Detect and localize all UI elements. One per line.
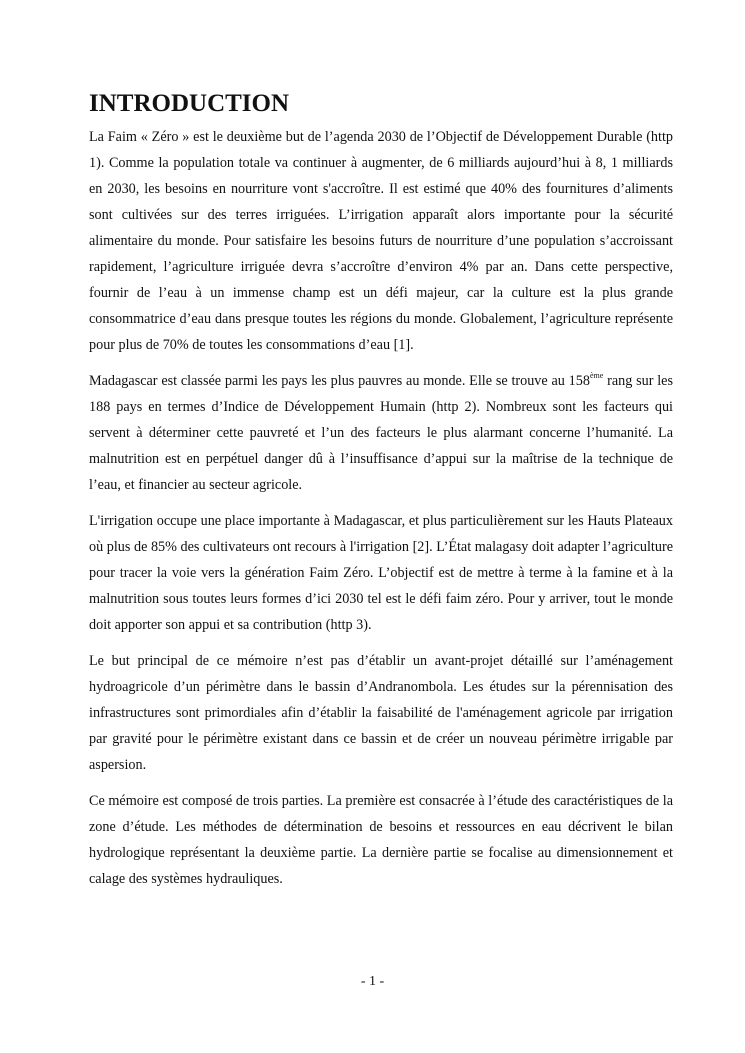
paragraph-madagascar [89,368,673,498]
paragraph-memoire-structure: Ce mémoire est composé de trois parties. La première est consacrée à l’étude des caractéristiques de la zone d’étude. Les méthodes de détermination de besoins et ressources en eau décrivent le bilan hydrologique représentant la deuxième partie. La dernière partie se focalise au dimensionnement et calage des systèmes hydrauliques. [89,793,673,887]
paragraph-memoire-goal: Le but principal de ce mémoire n’est pas d’établir un avant-projet détaillé sur l’aménagement hydroagricole d’un périmètre dans le bassin d’Andranombola. Les études sur la pérennisation des infrastructures sont primordiales afin d’établir la faisabilité de l'aménagement agricole par irrigation par gravité pour le périmètre existant dans ce bassin et de créer un nouveau périmètre irrigable par aspersion. [89,653,673,773]
paragraph-madagascar-start: Madagascar est classée parmi les pays les plus pauvres au monde. Elle se trouve au 158 [89,373,590,389]
document-body [89,88,673,902]
page-number: - 1 - [360,974,385,989]
paragraph-faim-zero: La Faim « Zéro » est le deuxième but de l’agenda 2030 de l’Objectif de Développement Durable (http 1). Comme la population totale va continuer à augmenter, de 6 milliards aujourd’hui à 8, 1 milliards en 2030, les besoins en nourriture vont s'accroître. Il est estimé que 40% des fournitures d’aliments sont cultivées sur des terres irriguées. L’irrigation apparaît alors importante pour la sécurité alimentaire du monde. Pour satisfaire les besoins futurs de nourriture d’une population s’accroissant rapidement, l’agriculture irriguée devra s’accroître d’environ 4% par an. Dans cette perspective, fournir de l’eau à un immense champ est un défi majeur, car la culture est la plus grande consommatrice d’eau dans presque toutes les régions du monde. Globalement, l’agriculture représente pour plus de 70% de toutes les consommations d’eau [1]. [89,129,673,353]
paragraph-irrigation: L'irrigation occupe une place importante à Madagascar, et plus particulièrement sur les Hauts Plateaux où plus de 85% des cultivateurs ont recours à l'irrigation [2]. L’État malagasy doit adapter l’agriculture pour tracer la voie vers la génération Faim Zéro. L’objectif est de mettre à terme à la famine et à la malnutrition sous toutes leurs formes d’ici 2030 tel est le défi faim zéro. Pour y arriver, tout le monde doit apporter son appui et sa contribution (http 3). [89,513,673,633]
paragraph-madagascar-end: rang sur les 188 pays en termes d’Indice de Développement Humain (http 2). Nombreux sont les facteurs qui servent à déterminer cette pauvreté et l’un des facteurs le plus alarmant concerne l’humanité. La malnutrition est en perpétuel danger dû à l’insuffisance d’appui sur la maîtrise de la technique de l’eau, et financier au secteur agricole. [89,373,673,493]
page-title: INTRODUCTION [89,90,290,117]
rank-superscript: ème [589,371,604,380]
